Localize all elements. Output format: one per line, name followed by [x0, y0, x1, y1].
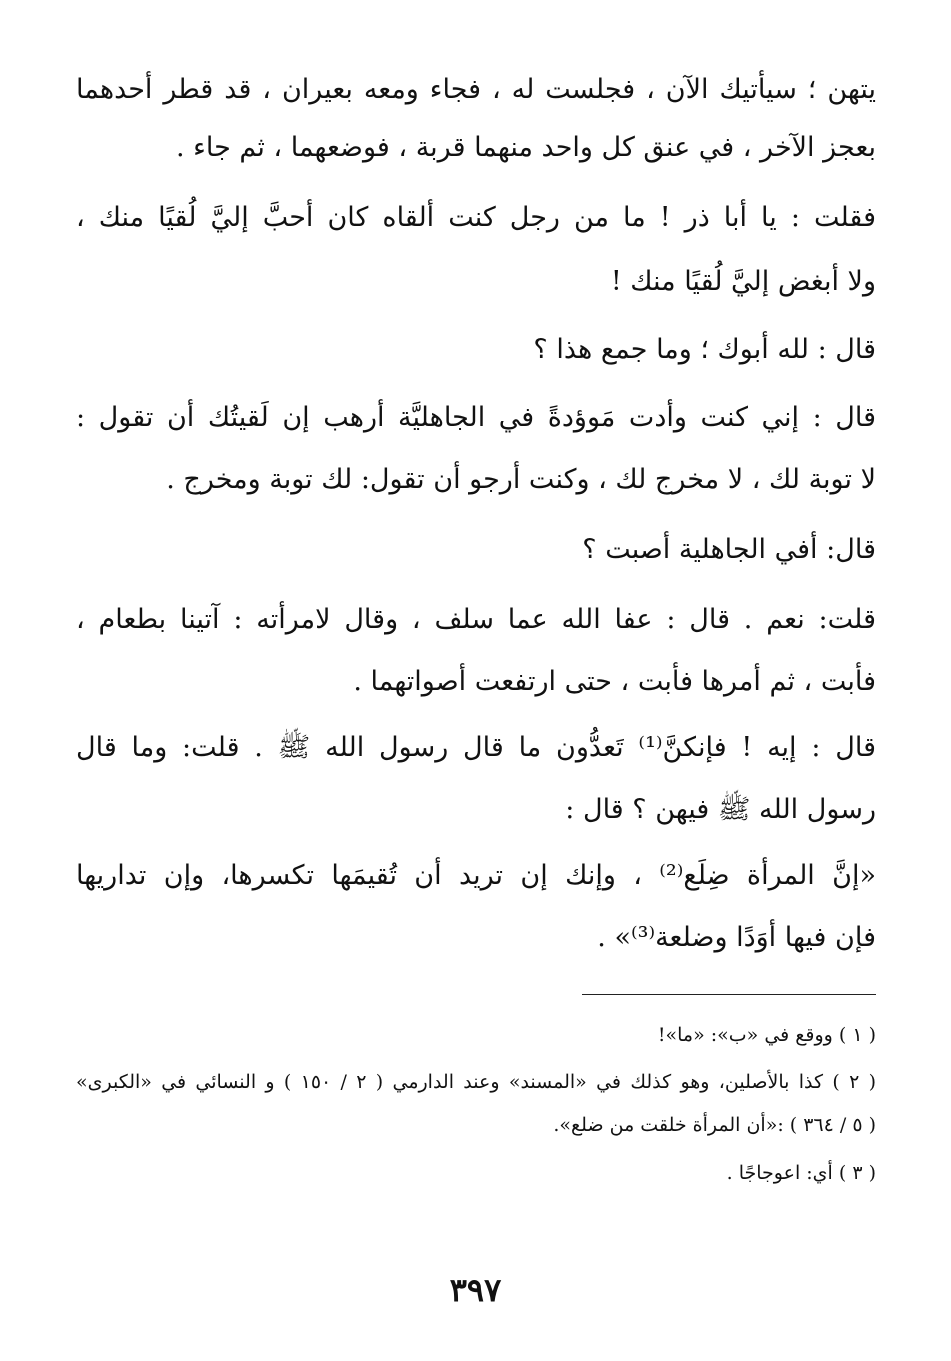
body-line: يتهن ؛ سيأتيك الآن ، فجلست له ، فجاء ومعه بعيران ، قد قطر أحدهما: [76, 74, 876, 105]
footnote: ( ٣ ) أي: اعوجاجًا .: [726, 1162, 876, 1184]
body-line: فأبت ، ثم أمرها فأبت ، حتى ارتفعت أصواتهما .: [353, 666, 876, 697]
body-line: رسول الله ﷺ فيهن ؟ قال :: [565, 794, 876, 825]
body-line: لا توبة لك ، لا مخرج لك ، وكنت أرجو أن تقول: لك توبة ومخرج .: [166, 464, 876, 495]
body-line: «إنَّ المرأة ضِلَع⁽²⁾ ، وإنك إن تريد أن تُقيمَها تكسرها، وإن تداريها: [76, 860, 876, 891]
footnote: ( ٥ / ٣٦٤ ) :«أن المرأة خلقت من ضلع».: [553, 1114, 876, 1136]
footnote-separator: [582, 994, 876, 995]
body-line: بعجز الآخر ، في عنق كل واحد منهما قربة ، فوضعهما ، ثم جاء .: [176, 132, 876, 163]
page-number: ٣٩٧: [449, 1271, 502, 1309]
body-line: قلت: نعم . قال : عفا الله عما سلف ، وقال لامرأته : آتينا بطعام ،: [76, 604, 876, 635]
body-line: قال: أفي الجاهلية أصبت ؟: [582, 534, 876, 565]
body-line: فقلت : يا أبا ذر ! ما من رجل كنت ألقاه كان أحبَّ إليَّ لُقيًا منك ،: [76, 202, 876, 233]
body-line: قال : إيه ! فإنكنَّ⁽¹⁾ تَعدُّون ما قال رسول الله ﷺ . قلت: وما قال: [76, 732, 876, 763]
body-line: قال : لله أبوك ؛ وما جمع هذا ؟: [533, 334, 876, 365]
footnote: ( ٢ ) كذا بالأصلين، وهو كذلك في «المسند» وعند الدارمي ( ٢ / ١٥٠ ) و النسائي في «الكبرى»: [76, 1071, 876, 1093]
body-line: قال : إني كنت وأدت مَوؤدةً في الجاهليَّة أرهب إن لَقيتُك أن تقول :: [76, 402, 876, 433]
body-line: فإن فيها أوَدًا وضلعة⁽³⁾» .: [597, 922, 876, 953]
footnote: ( ١ ) ووقع في «ب»: «ما»!: [657, 1024, 876, 1046]
body-line: ولا أبغض إليَّ لُقيًا منك !: [610, 266, 876, 297]
